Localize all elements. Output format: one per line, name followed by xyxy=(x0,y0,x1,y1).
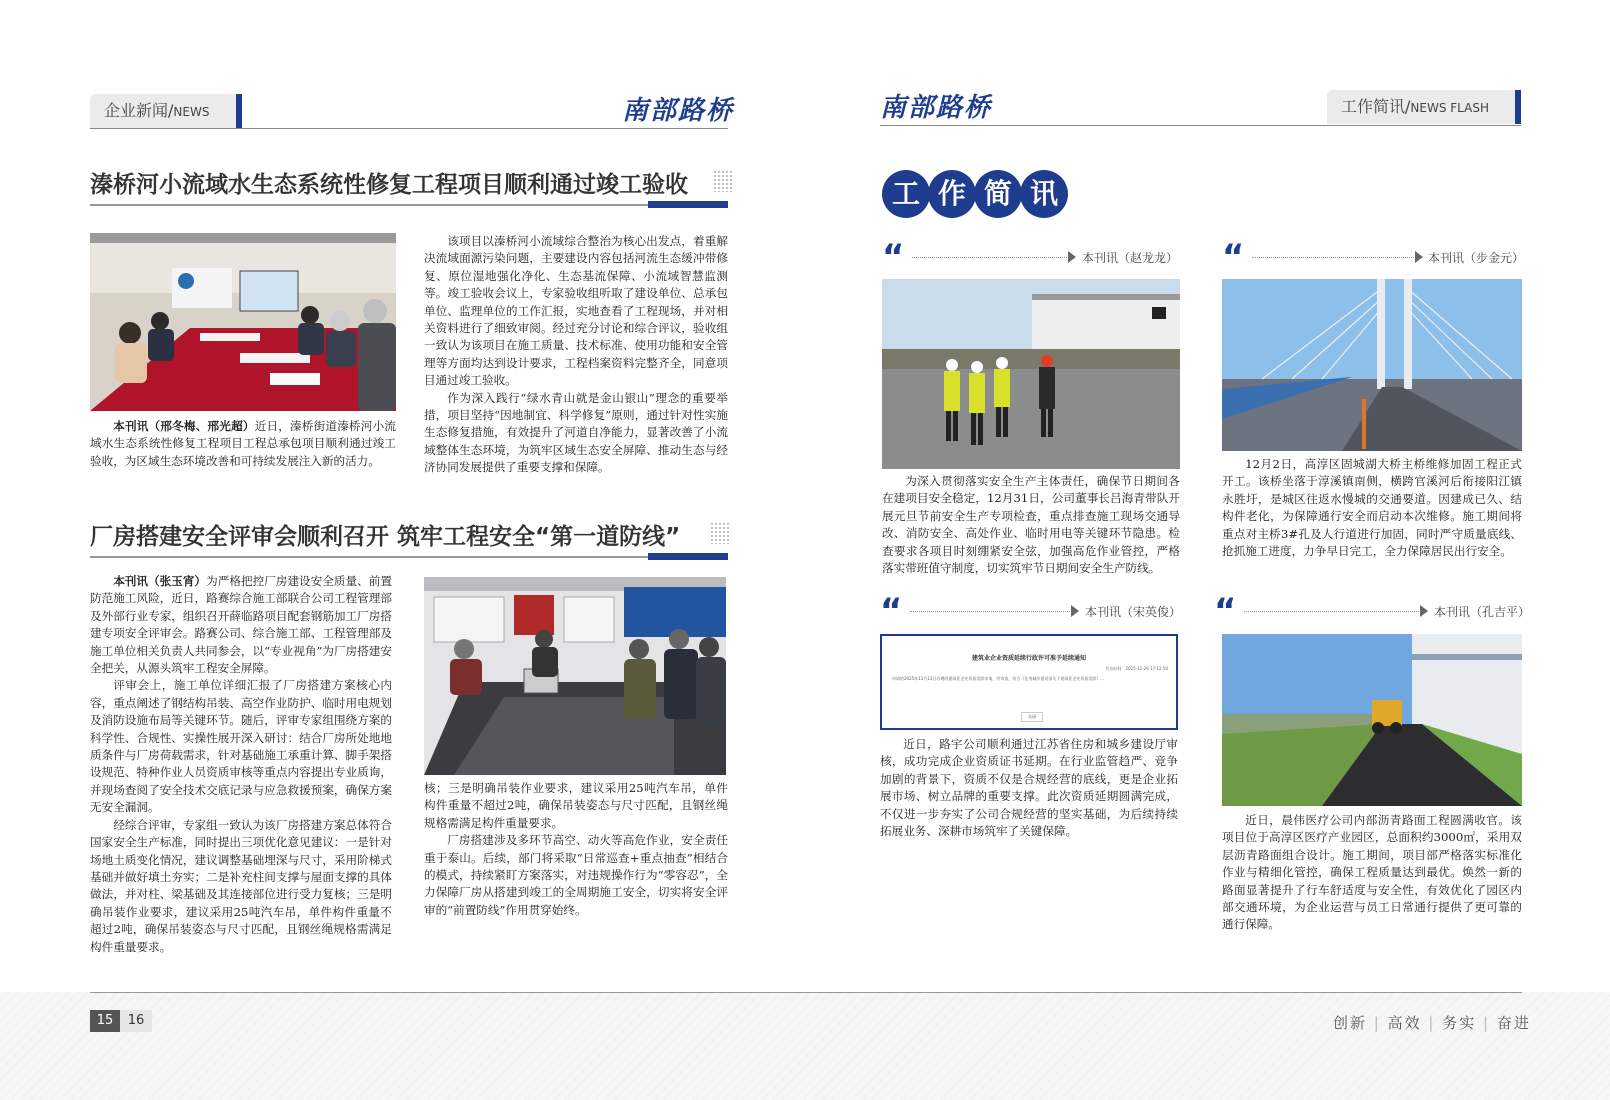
arrow-right-icon xyxy=(1071,605,1079,617)
page-number-left: 15 xyxy=(90,1010,120,1032)
review-meeting-photo xyxy=(424,577,726,775)
brand-logo-right: 南部路桥 xyxy=(880,93,993,123)
article1-para2: 作为深入践行“绿水青山就是金山银山”理念的重要举措，项目坚持“因地制宜、科学修复”原则，通过针对性实施生态修复措施，有效提升了河道自净能力，显著改善了小流域整体生态环境，为筑牢区域生态安全屏障、推动生态与经济协同发展提供了重要支撑和保障。 xyxy=(424,390,728,475)
article2-para3: 经综合评审，专家组一致认为该厂房搭建方案总体符合国家安全生产标准，同时提出三项优化意见建议：一是针对场地土质变化情况，建议调整基础埋深与尺寸，采用阶梯式基础并做好填土夯实；二是补充柱间支撑与屋面支撑的具体做法，并对柱、梁基础及其连接部位进行受力复核；三是明确吊装作业要求，建议采用25吨汽车吊，单件构件重量不超过2吨，确保吊装姿态与尺寸匹配，且钢丝绳规格需满足构件重量要求。 xyxy=(90,817,392,954)
brief4-source: 本刊讯（孔吉平） xyxy=(1434,605,1531,619)
brief2-source: 本刊讯（步金元） xyxy=(1428,251,1525,265)
header-rule-left xyxy=(90,128,728,129)
quote-icon: “ xyxy=(882,237,905,277)
headline-dots xyxy=(713,170,733,192)
article1-caption xyxy=(90,418,396,470)
article2-para3-cont: 核；三是明确吊装作业要求，建议采用25吨汽车吊，单件构件重量不超过2吨，确保吊装姿态与尺寸匹配，且钢丝绳规格需满足构件重量要求。 xyxy=(424,781,728,830)
work-title-char: 作 xyxy=(928,170,976,218)
header-rule-right xyxy=(880,125,1521,126)
arrow-right-icon xyxy=(1415,251,1423,263)
article2-para1: 为严格把控厂房建设安全质量、前置防范施工风险，近日，路赛综合施工部联合公司工程管理部及外部行业专家，组织召开薛临路项目配套钢筋加工厂房搭建专项安全评审会。路赛公司、综合施工部、工程管理部及施工单位相关负责人共同参会，以“专业视角”为厂房搭建安全把关，从源头筑牢工程安全屏障。 xyxy=(90,574,392,676)
section-tab-left: 企业新闻/NEWS xyxy=(90,94,242,128)
section-tab-cn: 企业新闻 xyxy=(104,101,169,120)
notice-title: 建筑业企业资质延续行政许可准予延续通知 xyxy=(971,655,1086,662)
article2-author: 本刊讯（张玉宵） xyxy=(113,574,207,588)
brief1-source-row xyxy=(882,237,1180,277)
headline-accent-bar xyxy=(648,553,728,560)
section-tab-en: NEWS xyxy=(173,105,210,119)
article1-caption-author: 本刊讯（邢冬梅、邢光超） xyxy=(113,419,255,433)
brief3-source: 本刊讯（宋英俊） xyxy=(1085,605,1182,619)
brief1-source: 本刊讯（赵龙龙） xyxy=(1082,251,1179,265)
notice-close-button[interactable]: 关闭 xyxy=(1021,712,1043,722)
section-tab-cn: 工作简讯 xyxy=(1341,97,1406,116)
article2-col1 xyxy=(90,573,392,954)
brief3-source-row xyxy=(880,591,1182,631)
page-number-right: 16 xyxy=(120,1010,152,1032)
brief3-text: 近日，路宇公司顺利通过江苏省住房和城乡建设厅审核，成功完成企业资质证书延期。在行业监管趋严、竞争加剧的背景下，资质不仅是合规经营的底线，更是企业拓展市场、树立品牌的重要支撑。此次资质延期圆满完成，不仅进一步夯实了公司合规经营的坚实基础，为后续持续拓展业务、深耕市场筑牢了关键保障。 xyxy=(880,737,1178,839)
brief4-road-photo xyxy=(1222,634,1522,806)
footer-rule xyxy=(90,992,1522,993)
work-title-char: 简 xyxy=(974,170,1022,218)
article2-headline: 厂房搭建安全评审会顺利召开 筑牢工程安全“第一道防线” xyxy=(90,524,681,550)
headline-rule xyxy=(90,204,728,206)
article1-caption-text: 近日，溱桥街道溱桥河小流域水生态系统性修复工程项目工程总承包项目顺利通过竣工验收，为区域生态环境改善和可持续发展注入新的活力。 xyxy=(90,419,396,468)
notice-date: 发布时间：2025-11-26 17:12:50 xyxy=(1105,666,1168,671)
brand-logo-left: 南部路桥 xyxy=(622,96,735,126)
brief4-source-row xyxy=(1214,591,1531,631)
slogan-word: 奋进 xyxy=(1496,1014,1531,1032)
slogan-word: 高效 xyxy=(1387,1014,1422,1032)
brief2-source-row xyxy=(1222,237,1525,277)
quote-icon: “ xyxy=(880,591,903,631)
slogan-word: 务实 xyxy=(1442,1014,1477,1032)
brief1-text: 为深入贯彻落实安全生产主体责任，确保节日期间各在建项目安全稳定，12月31日，公司董事长吕海青带队开展元旦节前安全生产专项检查，重点排查施工现场交通导改、消防安全、高处作业、临时用电等关键环节隐患。检查要求各项目时刻绷紧安全弦，加强高危作业管控，严格落实带班值守制度，切实筑牢节日期间安全生产防线。 xyxy=(882,474,1180,576)
quote-icon: “ xyxy=(1222,237,1245,277)
meeting-photo xyxy=(90,233,396,411)
slogan-word: 创新 xyxy=(1333,1014,1368,1032)
article1-headline: 溱桥河小流域水生态系统性修复工程项目顺利通过竣工验收 xyxy=(90,172,688,198)
headline-dots xyxy=(710,522,730,544)
arrow-right-icon xyxy=(1068,251,1076,263)
article2-para4: 厂房搭建涉及多环节高空、动火等高危作业，安全责任重于泰山。后续，部门将采取“日常巡查+重点抽查”相结合的模式，持续紧盯方案落实，对违规操作行为“零容忍”，全力保障厂房从搭建到竣工的全周期施工安全，切实将安全评审的“前置防线”作用贯穿始终。 xyxy=(424,833,728,917)
brief1-photo xyxy=(882,279,1180,469)
work-title-char: 讯 xyxy=(1020,170,1068,218)
article2-para2: 评审会上，施工单位详细汇报了厂房搭建方案核心内容，重点阐述了钢结构吊装、高空作业防护、临时用电规划及消防设施布局等关键环节。随后，评审专家组围绕方案的科学性、合规性、实操性展开深入研讨：结合厂房所处地地质条件与厂房荷载需求，针对基础施工承重计算、脚手架搭设规范、特种作业人员资质审核等重点内容提出专业质询，并现场查阅了安全技术交底记录与应急救援预案，确保方案无安全漏洞。 xyxy=(90,678,392,815)
work-title-char: 工 xyxy=(882,170,930,218)
brief2-bridge-photo xyxy=(1222,279,1522,451)
section-tab-en: NEWS FLASH xyxy=(1410,101,1489,115)
article2-col2 xyxy=(424,780,728,919)
brief2-text: 12月2日，高淳区固城湖大桥主桥维修加固工程正式开工。该桥坐落于淳溪镇南侧，横跨官溪河后衔接阳江镇永胜圩，是城区往返水慢城的交通要道。因建成已久、结构件老化，为保障通行安全而启动本次维修。施工期间将重点对主桥3#孔及人行道进行加固，同时严守质量底线、抢抓施工进度，力争早日完工，全力保障居民出行安全。 xyxy=(1222,457,1522,559)
quote-icon: “ xyxy=(1214,591,1237,631)
notice-body: 申请的2025年11月13日办理的建筑业企业资质延续申请，经审查，符合《住房城乡建设部关于建筑业企业资质延续》... xyxy=(892,676,1105,681)
headline-accent-bar xyxy=(648,201,728,208)
article1-para1: 该项目以溱桥河小流域综合整治为核心出发点，着重解决流域面源污染问题，主要建设内容包括河流生态缓冲带修复、原位湿地强化净化、生态基流保障、小流域智慧监测等。竣工验收会议上，专家验收组听取了建设单位、总承包单位、监理单位的工作汇报，实地查看了工程现场，并对相关资料进行了细致审阅。经过充分讨论和综合评议，验收组一致认为该项目在施工质量、技术标准、使用功能和安全管理等方面均达到设计要求，工程档案资料完整齐全，同意项目通过竣工验收。 xyxy=(424,234,728,388)
footer-band xyxy=(0,992,1610,1100)
brief4-text: 近日，晨伟医疗公司内部沥青路面工程圆满收官。该项目位于高淳区医疗产业园区，总面积约3000㎡，采用双层沥青路面组合设计。施工期间，项目部严格落实标准化作业与精细化管控，确保工程质量达到最优。焕然一新的路面显著提升了行车舒适度与安全性，有效优化了园区内部交通环境，为企业运营与员工日常通行提供了更可靠的通行保障。 xyxy=(1222,813,1522,932)
footer-slogan: 创新 | 高效 | 务实 | 奋进 xyxy=(1333,1014,1531,1032)
arrow-right-icon xyxy=(1420,605,1428,617)
headline-rule xyxy=(90,556,728,558)
notice-screenshot xyxy=(880,634,1178,730)
article1-body xyxy=(424,233,728,477)
section-tab-right: 工作简讯/NEWS FLASH xyxy=(1327,90,1521,124)
